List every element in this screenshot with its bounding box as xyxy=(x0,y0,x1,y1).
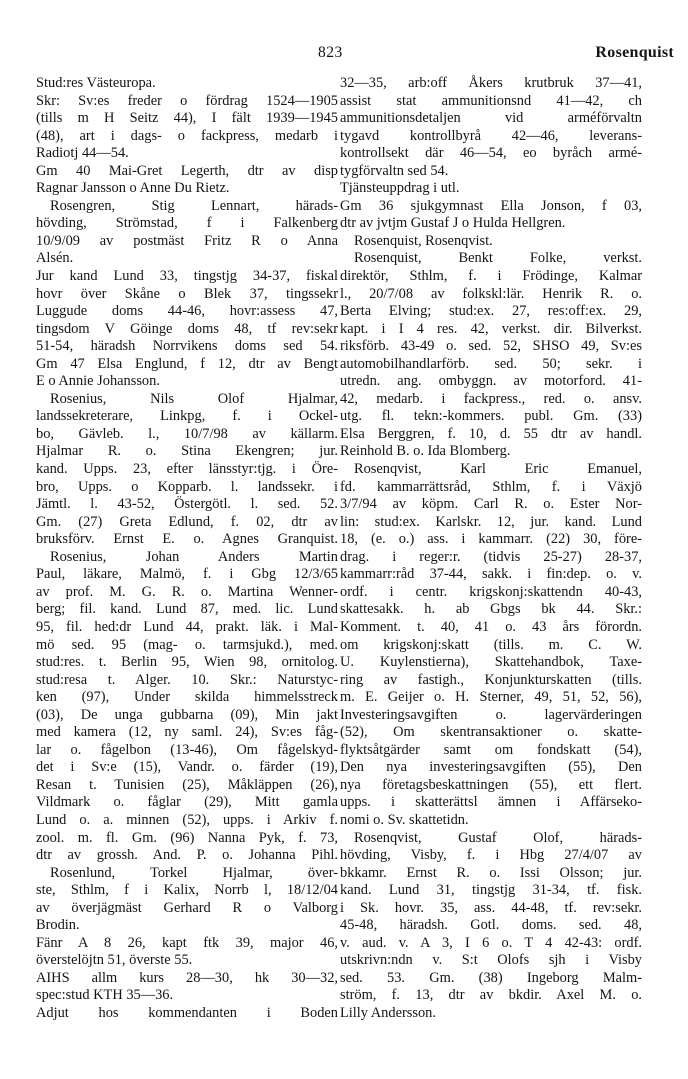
text-line: bkkamr. Ernst R. o. Issi Olsson; jur. xyxy=(340,864,642,881)
text-line: Fänr A 8 26, kapt ftk 39, major 46, xyxy=(36,934,338,951)
text-line: Stud:res Västeuropa. xyxy=(36,75,156,91)
text-line: berg; fil. kand. Lund 87, med. lic. Lund xyxy=(36,601,338,618)
text-line: Gm. (27) Greta Edlund, f. 02, dtr av xyxy=(36,513,338,530)
text-line: zool. m. fl. Gm. (96) Nanna Pyk, f. 73, xyxy=(36,829,338,846)
text-line: spec:stud KTH 35—36. xyxy=(36,987,174,1004)
entry-headword-line: Rosenius, Nils Olof Hjalmar, xyxy=(50,390,338,407)
text-line: 3/7/94 av köpm. Carl R. o. Ester Nor- xyxy=(340,496,642,513)
text-line: ste, Sthlm, f i Kalix, Norrb l, 18/12/04 xyxy=(36,882,338,899)
text-line: E o Annie Johansson. xyxy=(36,373,160,390)
text-line: AIHS allm kurs 28—30, hk 30—32, xyxy=(36,969,338,986)
text-line: l., 20/7/08 av folkskl:lär. Henrik R. o. xyxy=(340,285,642,302)
left-column xyxy=(36,75,338,1023)
text-line: med kamera (12, ny saml. 24), Sv:es fåg- xyxy=(36,724,338,741)
text-line: ström, f. 13, dtr av bkdir. Axel M. o. xyxy=(340,987,642,1004)
text-line: upps. i skatterättsl ämnen i Affärseko- xyxy=(340,794,642,811)
text-line: ordf. i centr. krigskonj:skattendn 40-43, xyxy=(340,583,642,600)
text-line: assist stat ammunitionsnd 41—42, ch xyxy=(340,92,642,109)
text-line: skattesakk. h. ab Gbgs bk 44. Skr.: xyxy=(340,601,642,618)
text-line: m. E. Geijer o. H. Sterner, 49, 51, 52, 56), xyxy=(340,689,642,706)
text-line: tygförvaltn sed 54. xyxy=(340,162,449,179)
text-line: fd. kammarrättsråd, Sthlm, f. i Växjö xyxy=(340,478,642,495)
entry-headword-line: Rosenqvist, Gustaf Olof, härads- xyxy=(354,829,642,846)
text-line: (tills m H Seitz 44), I fält 1939—1945 xyxy=(36,110,338,127)
text-line: (52), Om skentransaktioner o. skatte- xyxy=(340,724,642,741)
entry-headword-line: Rosenquist, Benkt Folke, verkst. xyxy=(354,250,642,267)
text-line: om krigskonj:skatt (tills. m. C. W. xyxy=(340,636,642,653)
text-line: överstelöjtn 51, överste 55. xyxy=(36,952,193,969)
text-line: hövding, Visby, f. i Hbg 27/4/07 av xyxy=(340,847,642,864)
text-line: Radiotj 44—54. xyxy=(36,145,129,162)
text-line: drag. i reger:r. (tidvis 25-27) 28-37, xyxy=(340,548,642,565)
text-line: U. Kuylenstierna), Skattehandbok, Taxe- xyxy=(340,654,642,671)
page-number: 823 xyxy=(318,44,343,61)
text-line: Luggude doms 44-46, hovr:assess 47, xyxy=(36,303,338,320)
text-line: Reinhold B. o. Ida Blomberg. xyxy=(340,443,511,460)
text-line: Vildmark o. fåglar (29), Mitt gamla xyxy=(36,794,338,811)
text-line: 51-54, häradsh Norrvikens doms sed 54. xyxy=(36,338,338,355)
text-line: landssekreterare, Linkpg, f. i Ockel- xyxy=(36,408,338,425)
text-line: utg. fl. tekn:-kommers. publ. Gm. (33) xyxy=(340,408,642,425)
text-line: nya företagsbeskattningen (55), ett flert. xyxy=(340,776,642,793)
text-line: bruksförv. Ernst E. o. Agnes Granquist. xyxy=(36,531,338,548)
text-line: riksförb. 43-49 o. sed. 52, SHSO 49, Sv:es xyxy=(340,338,642,355)
text-line: kand. Lund 31, tingstjg 31-34, tf. fisk. xyxy=(340,882,642,899)
text-line: (03), De unga gubbarna (09), Min jakt xyxy=(36,706,338,723)
text-line: Elsa Berggren, f. 10, d. 55 dtr av handl. xyxy=(340,425,642,442)
page-header xyxy=(0,38,688,62)
text-line: direktör, Sthlm, f. i Frödinge, Kalmar xyxy=(340,268,642,285)
text-line: tingsdom V Göinge doms 48, tf rev:sekr xyxy=(36,320,338,337)
text-line: ken (97), Under skilda himmelsstreck xyxy=(36,689,338,706)
text-line: Lund o. a. minnen (52), upps. i Arkiv f. xyxy=(36,811,338,828)
text-line: sed. 53. Gm. (38) Ingeborg Malm- xyxy=(340,969,642,986)
text-line: kand. Upps. 23, efter länsstyr:tjg. i Öre- xyxy=(36,461,338,478)
text-line: av överjägmäst Gerhard R o Valborg xyxy=(36,899,338,916)
text-line: Gm 47 Elsa Englund, f 12, dtr av Bengt xyxy=(36,355,338,372)
text-line: v. aud. v. A 3, I 6 o. T 4 42-43: ordf. xyxy=(340,934,642,951)
text-line: i Sk. hovr. 35, ass. 44-48, tf. rev:sekr. xyxy=(340,899,642,916)
text-line: (48), art i dags- o fackpress, medarb i xyxy=(36,127,338,144)
text-line: hövding, Strömstad, f i Falkenberg xyxy=(36,215,338,232)
text-line: bo, Gävleb. l., 10/7/98 av källarm. xyxy=(36,425,338,442)
text-line: kontrollsekt där 46—54, eo byråch armé- xyxy=(340,145,642,162)
text-line: kapt. i I 4 res. 42, verkst. dir. Bilverkst. xyxy=(340,320,642,337)
text-line: Investeringsavgiften o. lagervärderingen xyxy=(340,706,642,723)
text-line: Jur kand Lund 33, tingstjg 34-37, fiskal xyxy=(36,268,338,285)
text-line: flyktsåtgärder samt om fondskatt (54), xyxy=(340,741,642,758)
text-line: lar o. fågelbon (13-46), Om fågelskyd- xyxy=(36,741,338,758)
text-line: Gm 40 Mai-Gret Legerth, dtr av disp xyxy=(36,162,338,179)
entry-headword-line: Rosenlund, Torkel Hjalmar, över- xyxy=(50,864,338,881)
text-line: Gm 36 sjukgymnast Ella Jonson, f 03, xyxy=(340,197,642,214)
text-line: lin: stud:ex. Karlskr. 12, jur. kand. Lund xyxy=(340,513,642,530)
text-line: nomi o. Sv. skattetidn. xyxy=(340,811,469,828)
entry-headword-line: Rosengren, Stig Lennart, härads- xyxy=(50,197,338,214)
text-line: bro, Upps. o Kopparb. l. landssekr. i xyxy=(36,478,338,495)
text-line: Alsén. xyxy=(36,250,74,267)
text-line: dtr av jvtjm Gustaf J o Hulda Hellgren. xyxy=(340,215,566,232)
entry-headword-line: Rosenqvist, Karl Eric Emanuel, xyxy=(354,461,642,478)
text-line: hovr över Skåne o Blek 37, tingssekr xyxy=(36,285,338,302)
text-line: Jämtl. l. 43-52, Östergötl. l. sed. 52. xyxy=(36,496,338,513)
text-line: Brodin. xyxy=(36,917,80,934)
text-line: utskrivn:ndn v. S:t Olofs sjh i Visby xyxy=(340,952,642,969)
text-line: Komment. t. 40, 41 o. 43 års förordn. xyxy=(340,618,642,635)
text-line: Paul, läkare, Malmö, f. i Gbg 12/3/65 xyxy=(36,566,338,583)
entry-headword-line: Rosenius, Johan Anders Martin xyxy=(50,548,338,565)
text-line: Den nya investeringsavgiften (55), Den xyxy=(340,759,642,776)
text-line: 42, medarb. i fackpress., red. o. ansv. xyxy=(340,390,642,407)
text-line: Ragnar Jansson o Anne Du Rietz. xyxy=(36,180,230,197)
text-line: dtr av grossh. And. P. o. Johanna Pihl. xyxy=(36,847,338,864)
text-line: Adjut hos kommendanten i Boden xyxy=(36,1004,338,1021)
text-line: Lilly Andersson. xyxy=(340,1004,436,1021)
text-line: Skr: Sv:es freder o fördrag 1524—1905 xyxy=(36,92,338,109)
text-line: av prof. M. G. R. o. Martina Wenner- xyxy=(36,583,338,600)
text-line: automobilhandlarförb. sed. 50; sekr. i xyxy=(340,355,642,372)
text-line: 45-48, häradsh. Gotl. doms. sed. 48, xyxy=(340,917,642,934)
text-line: utredn. ang. ombyggn. av motorford. 41- xyxy=(340,373,642,390)
right-column xyxy=(340,75,642,1023)
text-line: 32—35, arb:off Åkers krutbruk 37—41, xyxy=(340,75,642,91)
text-line: tygavd kontrollbyrå 42—46, leverans- xyxy=(340,127,642,144)
text-line: stud:resa t. Alger. 10. Skr.: Naturstyc- xyxy=(36,671,338,688)
text-line: Hjalmar R. o. Stina Ekengren; jur. xyxy=(36,443,338,460)
text-line: Resan t. Tunisien (25), Måkläppen (26), xyxy=(36,776,338,793)
text-line: kammarr:råd 37-44, sakk. i fin:dep. o. v. xyxy=(340,566,642,583)
entry-headword-line: Rosenquist, Rosenqvist. xyxy=(354,232,493,249)
text-line: stud:res. t. Berlin 95, Wien 98, ornitolog. xyxy=(36,654,338,671)
text-line: mö sed. 95 (mag- o. tarmsjukd.), med. xyxy=(36,636,338,653)
text-line: det i Sv:e (15), Vandr. o. färder (19), xyxy=(36,759,338,776)
text-line: 10/9/09 av postmäst Fritz R o Anna xyxy=(36,232,338,249)
text-line: ring av fastigh., Konjunkturskatten (tills. xyxy=(340,671,642,688)
text-line: Tjänsteuppdrag i utl. xyxy=(340,180,460,197)
text-line: ammunitionsdetaljen vid arméförvaltn xyxy=(340,110,642,127)
text-line: 95, fil. hed:dr Lund 44, prakt. läk. i Mal- xyxy=(36,618,338,635)
text-line: 18, (e. o.) ass. i kammarr. (22) 30, före- xyxy=(340,531,642,548)
running-head: Rosenquist xyxy=(595,44,674,61)
text-line: Berta Elving; stud:ex. 27, res:off:ex. 29, xyxy=(340,303,642,320)
